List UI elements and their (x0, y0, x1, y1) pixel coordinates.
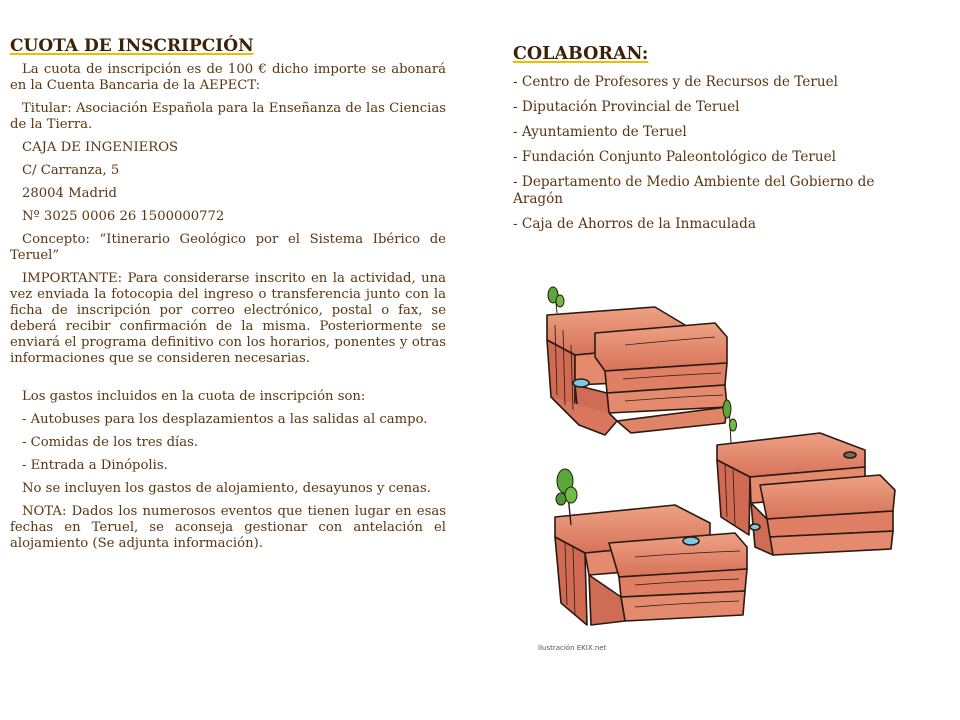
no-incluidos-paragraph: No se incluyen los gastos de alojamiento, desayunos y cenas. (22, 481, 431, 496)
bank-street: C/ Carranza, 5 (22, 163, 120, 178)
plant-icon (548, 287, 564, 313)
gastos-item-dinopolis: - Entrada a Dinópolis. (22, 458, 168, 473)
bank-city: 28004 Madrid (22, 186, 117, 201)
gastos-intro: Los gastos incluidos en la cuota de inscripción son: (22, 389, 366, 404)
colaborador-item: - Diputación Provincial de Teruel (513, 99, 740, 115)
colaborador-item: - Caja de Ahorros de la Inmaculada (513, 216, 756, 232)
bank-name: CAJA DE INGENIEROS (22, 140, 179, 155)
cuota-title: CUOTA DE INSCRIPCIÓN (10, 36, 254, 56)
gastos-item-comidas: - Comidas de los tres días. (22, 435, 199, 450)
colaboran-list (513, 74, 913, 233)
colaborador-item: - Centro de Profesores y de Recursos de Teruel (513, 74, 838, 90)
colaborador-item: - Departamento de Medio Ambiente del Gobierno de Aragón (513, 174, 875, 207)
rock-strata-illustration (535, 285, 915, 635)
importante-paragraph: IMPORTANTE: Para considerarse inscrito en la actividad, una vez enviada la fotocopia del ingreso o transferencia junto con la ficha de inscripción por correo electrónico, postal o fax, se deberá recibir confirmación de la misma. Posteriormente se enviará el programa definitivo con los horarios, ponentes y otras informaciones que se consideren necesarias. (10, 271, 446, 366)
colaborador-item: - Fundación Conjunto Paleontológico de Teruel (513, 149, 837, 165)
rock-block-right (717, 433, 895, 555)
rock-block-top (547, 307, 727, 435)
nota-paragraph: NOTA: Dados los numerosos eventos que tienen lugar en esas fechas en Teruel, se aconseja gestionar con antelación el alojamiento (Se adjunta información). (10, 504, 446, 551)
colaborador-item: - Ayuntamiento de Teruel (513, 124, 687, 140)
titular-paragraph: Titular: Asociación Española para la Enseñanza de las Ciencias de la Tierra. (10, 101, 446, 132)
rock-block-bottom (555, 505, 747, 625)
illustration-credit: Ilustración EKIX.net (538, 644, 607, 652)
cuota-paragraph: La cuota de inscripción es de 100 € dicho importe se abonará en la Cuenta Bancaria de la AEPECT: (10, 62, 446, 93)
colaboran-section (513, 44, 913, 241)
colaboran-title: COLABORAN: (513, 44, 649, 64)
concepto-paragraph: Concepto: “Itinerario Geológico por el Sistema Ibérico de Teruel” (10, 232, 446, 263)
account-number: Nº 3025 0006 26 1500000772 (22, 209, 225, 224)
gastos-item-autobuses: - Autobuses para los desplazamientos a las salidas al campo. (22, 412, 428, 427)
cuota-section (10, 36, 446, 559)
